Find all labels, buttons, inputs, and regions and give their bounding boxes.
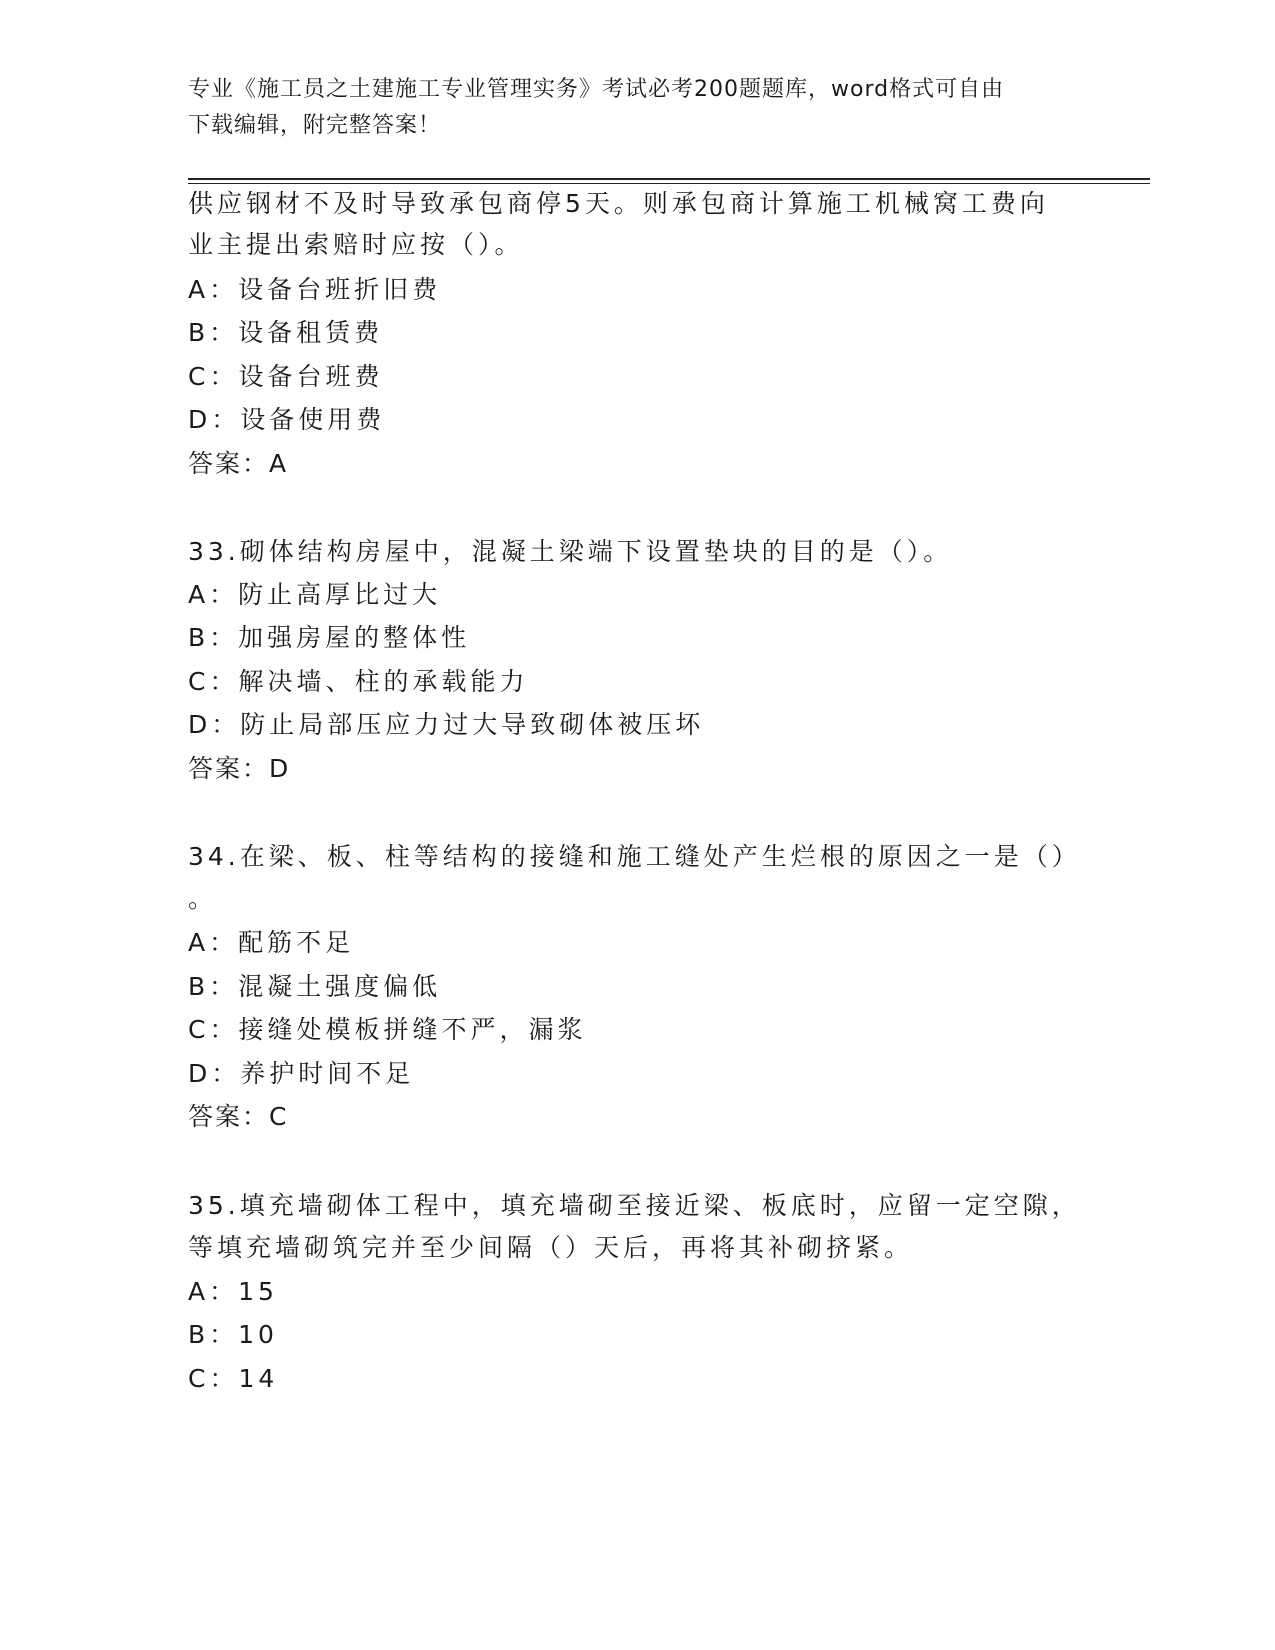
answer-label: 答案：C [188,1102,289,1131]
answer-label: 答案：A [188,449,289,478]
header-divider-thick [188,178,1150,180]
option-c: C：14 [188,1364,279,1393]
question-34-text: 34.在梁、板、柱等结构的接缝和施工缝处产生烂根的原因之一是（） [188,842,1081,871]
option-d: D：养护时间不足 [188,1059,415,1088]
option-a: A：设备台班折旧费 [188,275,442,304]
header-divider-thin [188,183,1150,184]
option-a: A：配筋不足 [188,928,355,957]
answer-label: 答案：D [188,754,291,783]
question-34-text-cont: 。 [188,884,218,913]
option-a: A：防止高厚比过大 [188,580,442,609]
document-header [188,72,1068,144]
header-line-2: 下载编辑，附完整答案！ [188,113,442,138]
question-35-text: 35.填充墙砌体工程中，填充墙砌至接近梁、板底时，应留一定空隙， [188,1191,1081,1220]
question-text-line: 供应钢材不及时导致承包商停5天。则承包商计算施工机械窝工费向 [188,189,1049,218]
header-line-1: 专业《施工员之土建施工专业管理实务》考试必考200题题库，word格式可自由 [188,77,1005,102]
question-text-line: 业主提出索赔时应按（）。 [188,230,524,259]
option-c: C：设备台班费 [188,362,384,391]
option-c: C：接缝处模板拼缝不严，漏浆 [188,1015,587,1044]
option-a: A：15 [188,1277,278,1306]
option-b: B：10 [188,1320,278,1349]
option-d: D：设备使用费 [188,405,386,434]
option-d: D：防止局部压应力过大导致砌体被压坏 [188,710,705,739]
option-c: C：解决墙、柱的承载能力 [188,667,529,696]
option-b: B：混凝土强度偏低 [188,972,442,1001]
question-35-text-cont: 等填充墙砌筑完并至少间隔（）天后，再将其补砌挤紧。 [188,1233,914,1262]
question-33-text: 33.砌体结构房屋中，混凝土梁端下设置垫块的目的是（）。 [188,537,953,566]
option-b: B：设备租赁费 [188,318,384,347]
option-b: B：加强房屋的整体性 [188,623,471,652]
